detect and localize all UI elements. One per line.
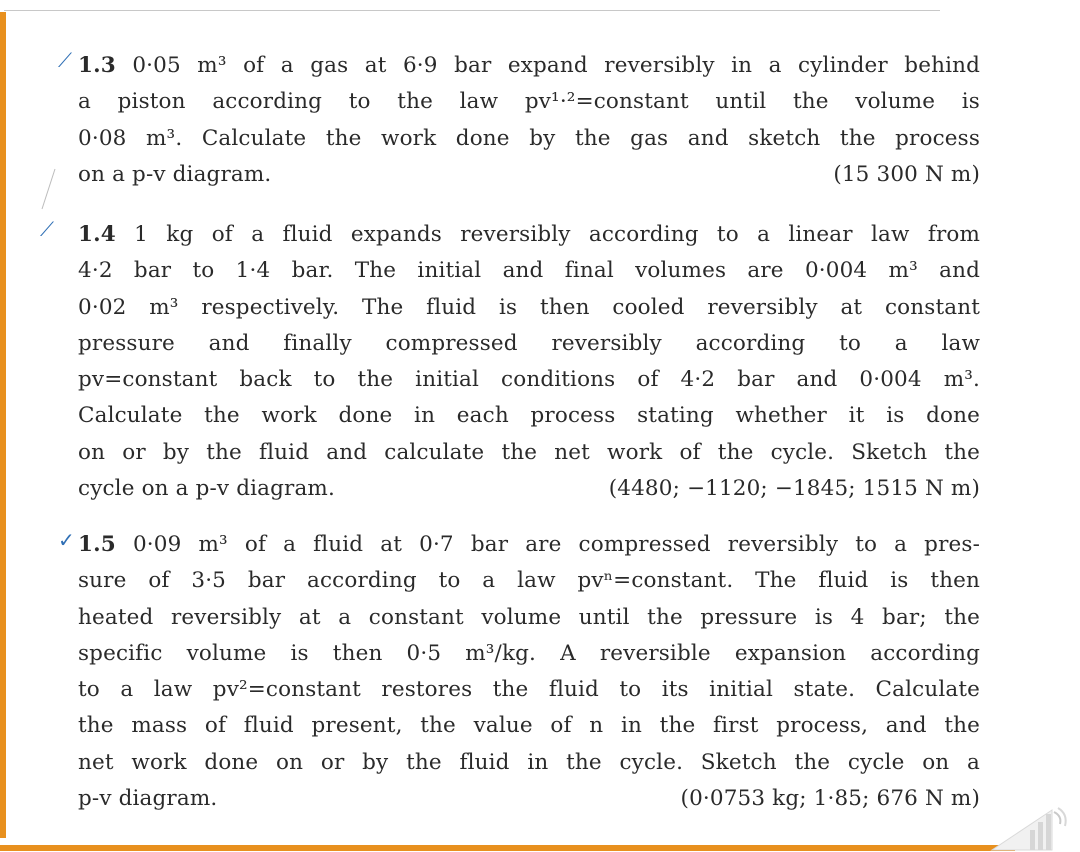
problem-text: cycle on a p-v diagram. [78,476,335,502]
problem-line: a piston according to the law pv¹·²=constant until the volume is [78,89,980,115]
check-mark-icon: ⟋ [40,217,54,241]
problem-line: specific volume is then 0·5 m³/kg. A reversible expansion according [78,640,980,666]
problem-last-line [78,471,980,507]
problem-number: 1.4 [78,222,116,247]
problem-line: the mass of fluid present, the value of n in the first process, and the [78,713,980,739]
problem-line: net work done on or by the fluid in the cycle. Sketch the cycle on a [78,749,980,775]
problem-number: 1.5 [78,532,116,557]
problem-line: sure of 3·5 bar according to a law pvⁿ=constant. The fluid is then [78,568,980,594]
problem-line [78,217,980,253]
problem-line: 0·08 m³. Calculate the work done by the gas and sketch the process [78,125,980,151]
problem-text: p-v diagram. [78,786,218,812]
problem-line: on or by the fluid and calculate the net work of the cycle. Sketch the [78,439,980,465]
top-rule [4,10,940,11]
problem-text: 0·05 m³ of a gas at 6·9 bar expand reversibly in a cylinder behind [132,53,981,78]
problem-1-3 [78,48,980,193]
problem-line: Calculate the work done in each process stating whether it is done [78,403,980,429]
left-accent-bar [0,12,6,838]
problem-line: pv=constant back to the initial conditions of 4·2 bar and 0·004 m³. [78,367,980,393]
signal-bars-icon[interactable] [990,806,1070,852]
problem-line [78,48,980,84]
problem-1-5 [78,527,980,817]
margin-pen-mark [42,169,56,209]
problem-line: 0·02 m³ respectively. The fluid is then cooled reversibly at constant [78,294,980,320]
answer-text: (0·0753 kg; 1·85; 676 N m) [680,786,980,812]
problem-last-line [78,781,980,817]
problem-last-line [78,157,980,193]
problem-1-4 [78,217,980,507]
problem-line: to a law pv²=constant restores the fluid to its initial state. Calculate [78,677,980,703]
answer-text: (15 300 N m) [833,161,980,187]
problem-text: 1 kg of a fluid expands reversibly according to a linear law from [134,222,981,247]
problem-line: heated reversibly at a constant volume until the pressure is 4 bar; the [78,604,980,630]
problem-line: 4·2 bar to 1·4 bar. The initial and final volumes are 0·004 m³ and [78,258,980,284]
problem-text: on a p-v diagram. [78,161,272,187]
problem-line: pressure and finally compressed reversibly according to a law [78,330,980,356]
problem-text: 0·09 m³ of a fluid at 0·7 bar are compressed reversibly to a pres- [132,532,980,557]
answer-text: (4480; −1120; −1845; 1515 N m) [608,476,980,502]
problem-line [78,527,980,563]
problem-number: 1.3 [78,53,116,78]
check-mark-icon: ✓ [58,528,75,552]
check-mark-icon: ⟋ [58,48,72,72]
bottom-accent-bar [0,845,1015,851]
